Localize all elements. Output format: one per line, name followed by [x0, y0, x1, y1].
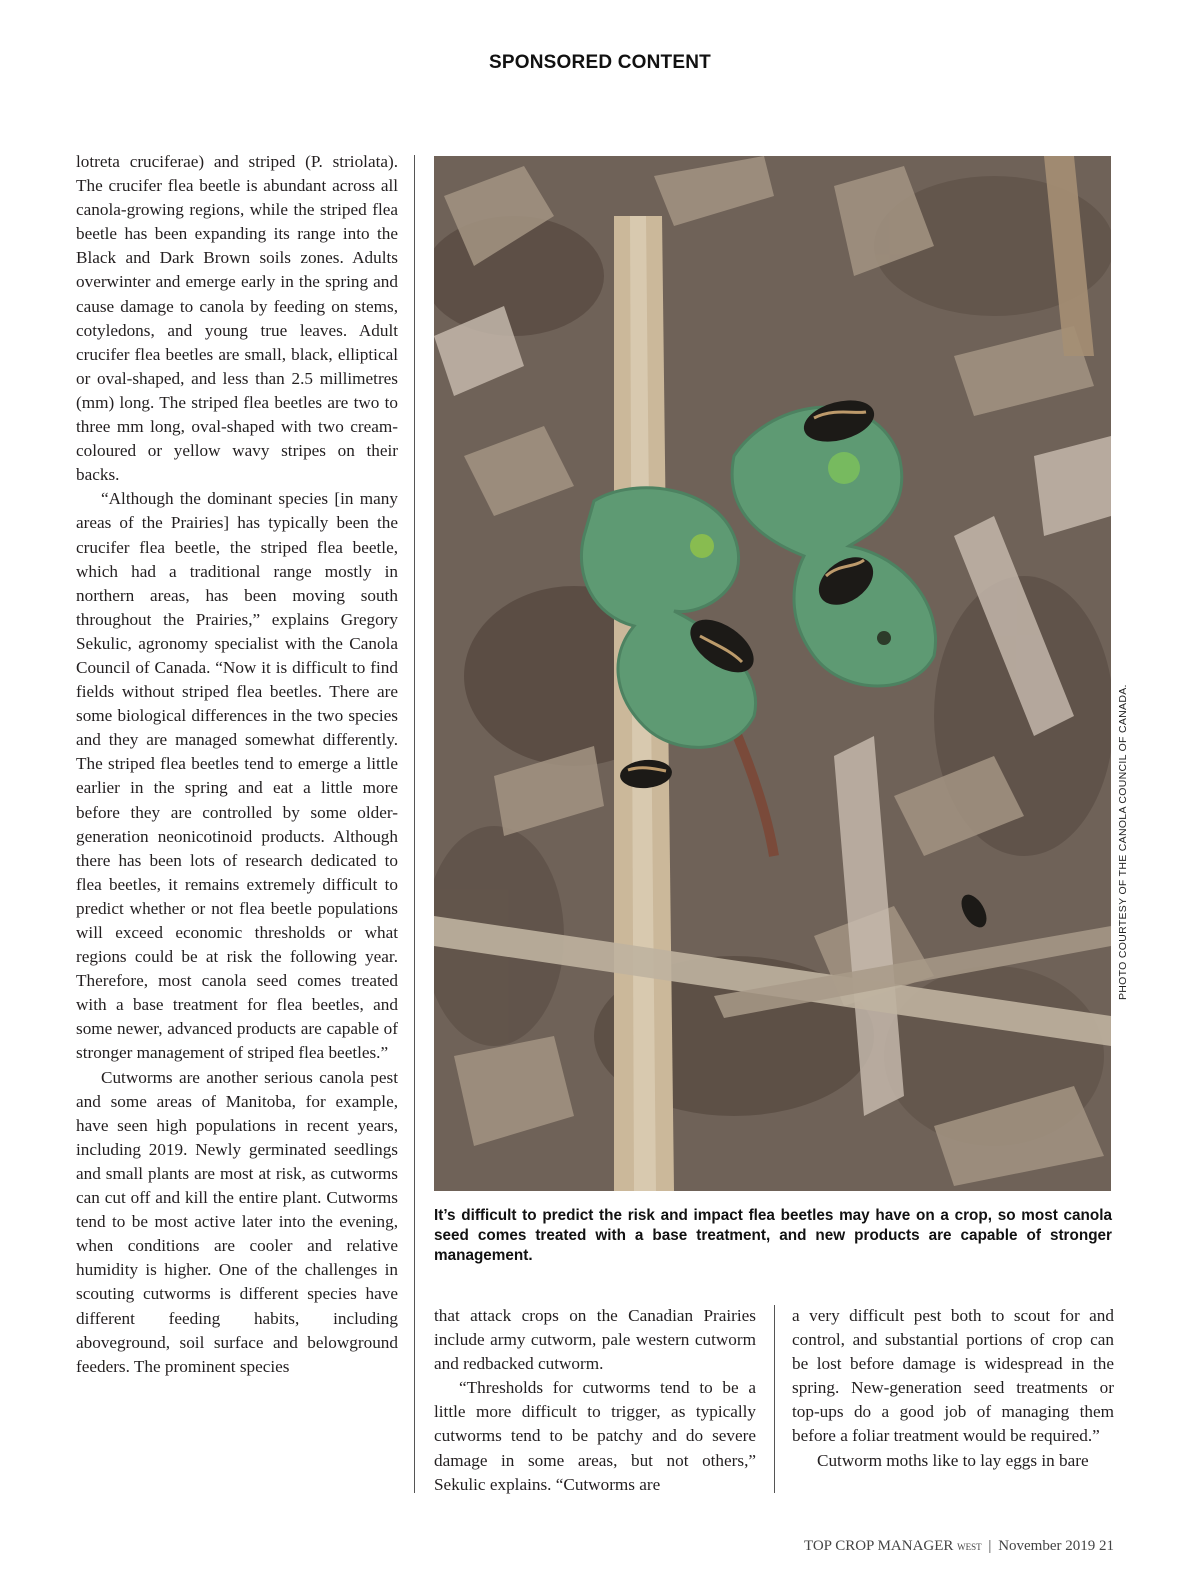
article-paragraph: “Although the dominant species [in many areas of the Prairies] has typically been the crucifer flea beetle, the striped flea beetle, which had a traditional range mostly in northern areas, has been moving south throughout the Prairies,” explains Gregory Sekulic, agronomy specialist with the Canola Council of Canada. “Now it is difficult to find fields without striped flea beetles. There are some biological differences in the two species and they are managed somewhat differently. The striped flea beetles tend to emerge a little earlier in the spring and eat a little more before they are controlled by some older-generation neonicotinoid products. Although there has been lots of research dedicated to flea beetles, it remains extremely difficult to predict whether or not flea beetle populations will exceed economic thresholds or what regions could be at risk the following year. Therefore, most canola seed comes treated with a base treatment for flea beetles, and some newer, advanced products are capable of stronger management of striped flea beetles.”	[76, 489, 398, 1063]
article-paragraph: Cutworm moths like to lay eggs in bare	[817, 1450, 1089, 1470]
column-divider	[414, 155, 415, 1493]
photo-credit: PHOTO COURTESY OF THE CANOLA COUNCIL OF CANADA.	[1117, 684, 1129, 1000]
article-paragraph: lotreta cruciferae) and striped (P. striolata). The crucifer flea beetle is abundant across all canola-growing regions, while the striped flea beetle has been expanding its range into the Black and Dark Brown soils zones. Adults overwinter and emerge early in the spring and cause damage to canola by feeding on stems, cotyledons, and young true leaves. Adult crucifer flea beetles are small, black, elliptical or oval-shaped, and less than 2.5 millimetres (mm) long. The striped flea beetles are two to three mm long, oval-shaped with two cream-coloured or yellow wavy stripes on their backs.	[76, 152, 398, 485]
page-number: 21	[1099, 1538, 1114, 1554]
publication-name: TOP CROP MANAGER	[803, 1538, 954, 1554]
article-paragraph: Cutworms are another serious canola pest and some areas of Manitoba, for example, have seen high populations in recent years, including 2019. Newly germinated seedlings and small plants are most at risk, as cutworms can cut off and kill the entire plant. Cutworms tend to be most active later into the evening, when conditions are cooler and relative humidity is higher. One of the challenges in scouting cutworms is different species have different feeding habits, including aboveground, soil surface and belowground feeders. The prominent species	[76, 1067, 398, 1376]
article-column-3	[792, 1304, 1114, 1473]
publication-edition: west	[957, 1538, 982, 1553]
footer-separator: |	[988, 1538, 992, 1554]
article-column-1	[76, 150, 398, 1379]
issue-date: November 2019	[998, 1538, 1096, 1554]
article-column-2	[434, 1304, 756, 1497]
article-paragraph: “Thresholds for cutworms tend to be a little more difficult to trigger, as typically cutworms tend to be patchy and do severe damage in some areas, but not others,” Sekulic explains. “Cutworms are	[434, 1378, 756, 1494]
sponsored-content-header: SPONSORED CONTENT	[489, 52, 711, 73]
photo-caption: It’s difficult to predict the risk and impact flea beetles may have on a crop, so most canola seed comes treated with a base treatment, and new products are capable of stronger management.	[434, 1207, 1112, 1264]
page-footer	[804, 1538, 1114, 1555]
column-divider	[774, 1305, 775, 1493]
article-paragraph: a very difficult pest both to scout for and control, and substantial portions of crop can be lost before damage is widespread in the spring. New-generation seed treatments or top-ups do a good job of managing them before a foliar treatment would be required.”	[792, 1306, 1114, 1446]
article-paragraph: that attack crops on the Canadian Prairies include army cutworm, pale western cutworm and redbacked cutworm.	[434, 1306, 756, 1374]
flea-beetle-photo	[434, 156, 1111, 1191]
